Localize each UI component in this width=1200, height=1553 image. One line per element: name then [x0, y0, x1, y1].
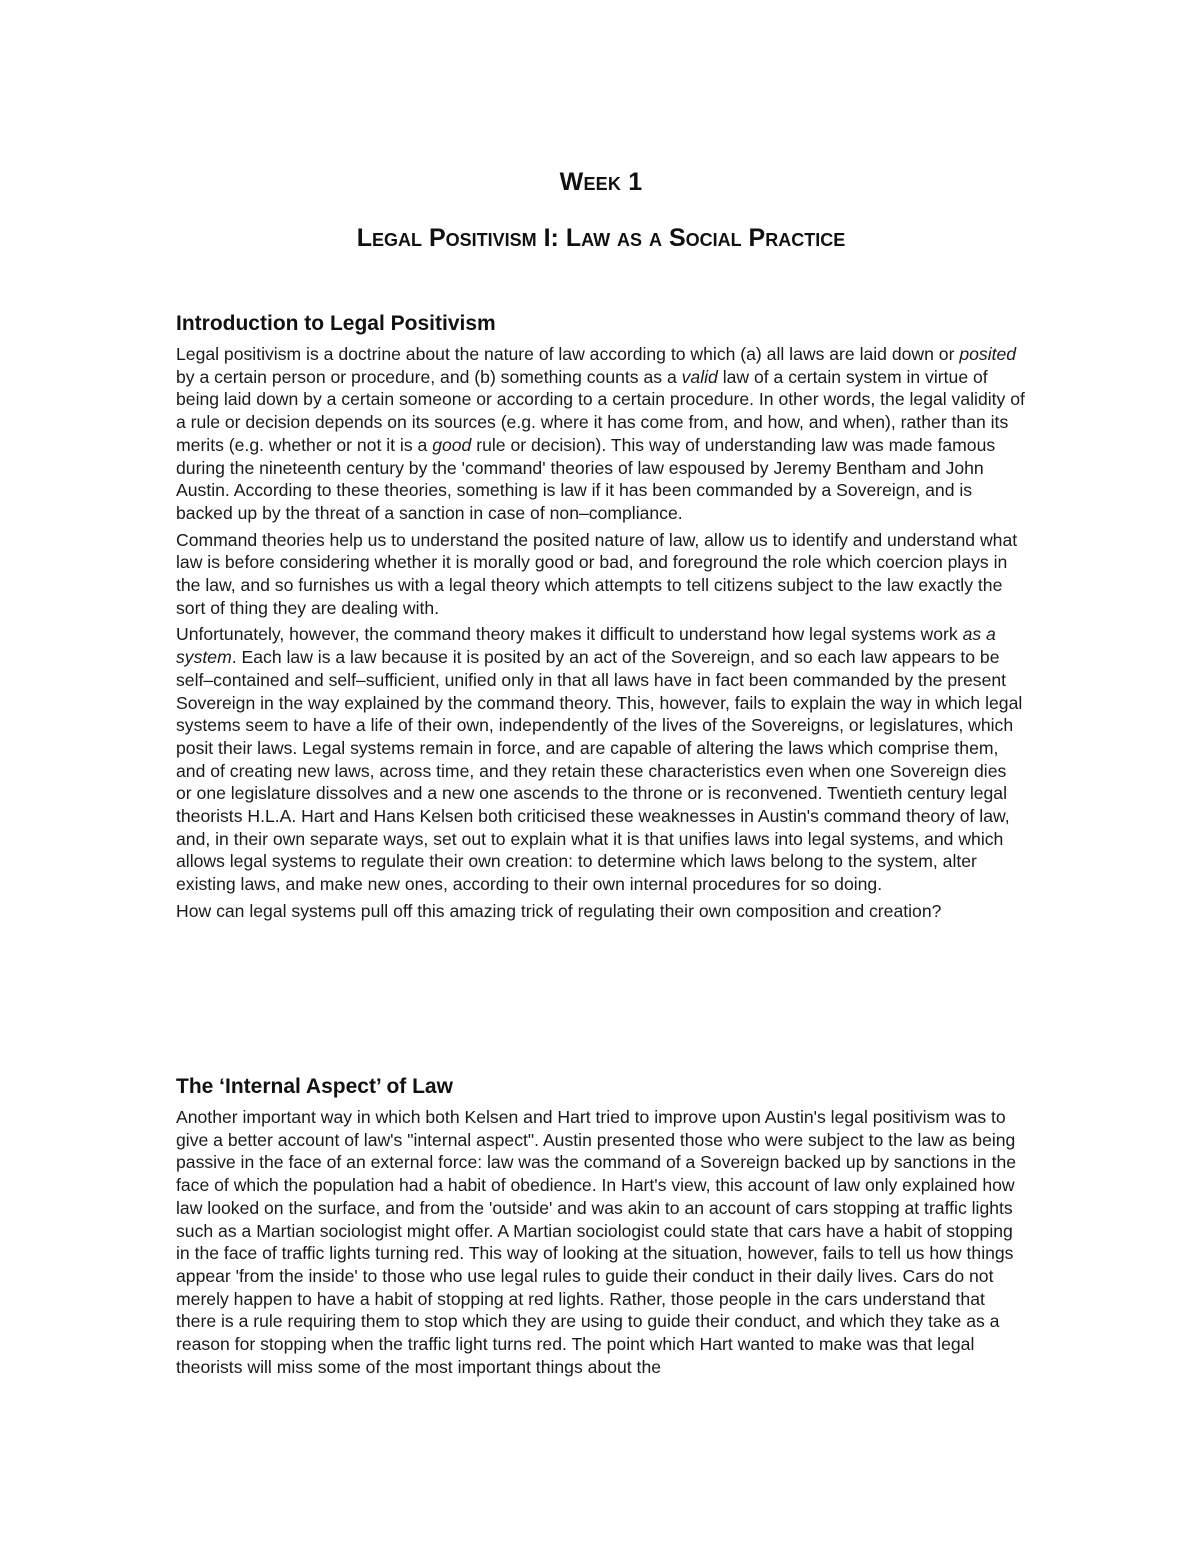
section-introduction	[176, 311, 1026, 927]
italic-emphasis: posited	[959, 344, 1017, 364]
section-heading-introduction: Introduction to Legal Positivism	[176, 312, 496, 335]
paragraph-intro-4: How can legal systems pull off this amazing trick of regulating their own composition and creation?	[176, 900, 942, 921]
section-heading-internal-aspect: The ‘Internal Aspect’ of Law	[176, 1075, 453, 1098]
chapter-title: Legal Positivism I: Law as a Social Practice	[356, 224, 846, 252]
italic-emphasis: valid	[681, 366, 718, 387]
paragraph-intro-2: Command theories help us to understand the posited nature of law, allow us to identify and understand what law is before considering whether it is morally good or bad, and foreground the role which coercion plays in the law, and so furnishes us with a legal theory which attempts to tell citizens subject to the law exactly the sort of thing they are dealing with.	[176, 529, 1018, 618]
paragraph-intro-1: Legal positivism is a doctrine about the nature of law according to which (a) all laws are laid down or posited by a certain person or procedure, and (b) something counts as a valid law of a certain system in virtue of being laid down by a certain someone or according to a certain procedure. In other words, the legal validity of a rule or decision depends on its sources (e.g. where it has come from, and how, and when), rather than its merits (e.g. whether or not it is a good rule or decision). This way of understanding law was made famous during the nineteenth century by the 'command' theories of law espoused by Jeremy Bentham and John Austin. According to these theories, something is law if it has been commanded by a Sovereign, and is backed up by the threat of a sanction in case of non–compliance.	[176, 344, 1025, 523]
section-internal-aspect	[176, 1074, 1026, 1382]
paragraph-internal-1: Another important way in which both Kelsen and Hart tried to improve upon Austin's legal positivism was to give a better account of law's "internal aspect". Austin presented those who were subject to the law as being passive in the face of an external force: law was the command of a Sovereign backed up by sanctions in the face of which the population had a habit of obedience. In Hart's view, this account of law only explained how law looked on the surface, and from the 'outside' and was akin to an account of cars stopping at traffic lights such as a Martian sociologist might offer. A Martian sociologist could state that cars have a habit of stopping in the face of traffic lights turning red. This way of looking at the situation, however, fails to tell us how things appear 'from the inside' to those who use legal rules to guide their conduct in their daily lives. Cars do not merely happen to have a habit of stopping at red lights. Rather, those people in the cars understand that there is a rule requiring them to stop which they are using to guide their conduct, and which they take as a reason for stopping when the traffic light turns red. The point which Hart wanted to make was that legal theorists will miss some of the most important things about the	[176, 1107, 1017, 1377]
italic-emphasis: good	[432, 434, 472, 455]
week-title: Week 1	[559, 168, 643, 196]
paragraph-intro-3: Unfortunately, however, the command theory makes it difficult to understand how legal systems work as a system. Each law is a law because it is posited by an act of the Sovereign, and so each law appears to be self–contained and self–sufficient, unified only in that all laws have in fact been commanded by the present Sovereign in the way explained by the command theory. This, however, fails to explain the way in which legal systems seem to have a life of their own, independently of the lives of the Sovereigns, or legislatures, which posit their laws. Legal systems remain in force, and are capable of altering the laws which comprise them, and of creating new laws, across time, and they retain these characteristics even when one Sovereign dies or one legislature dissolves and a new one ascends to the throne or is reconvened. Twentieth century legal theorists H.L.A. Hart and Hans Kelsen both criticised these weaknesses in Austin's command theory of law, and, in their own separate ways, set out to explain what it is that unifies laws into legal systems, and which allows legal systems to regulate their own creation: to determine which laws belong to the system, alter existing laws, and make new ones, according to their own internal procedures for so doing.	[176, 624, 1023, 895]
italic-emphasis: as a system	[176, 624, 996, 668]
